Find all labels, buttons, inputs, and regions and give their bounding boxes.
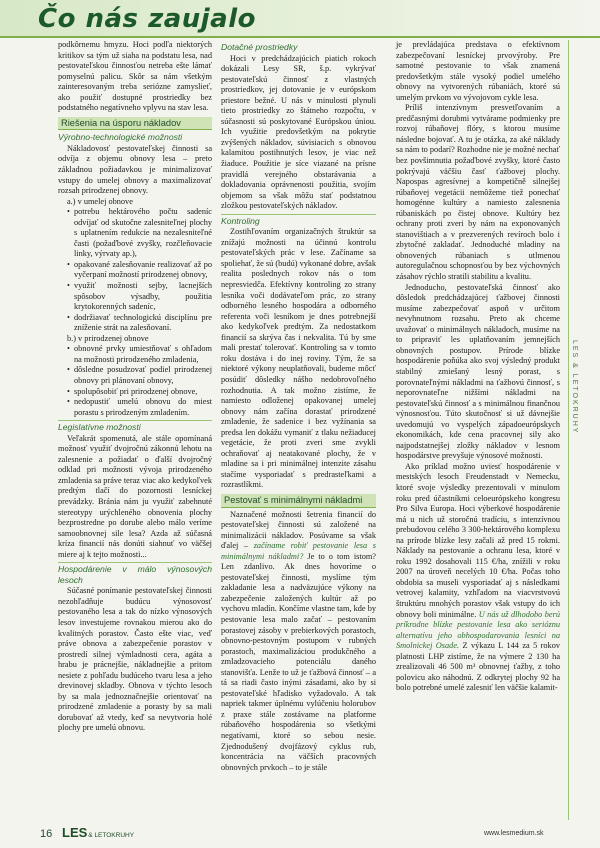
bullet-list [58, 344, 212, 418]
logo-subtext: & LETOKRUHY [88, 832, 135, 839]
list-item: • potrebu hektárového počtu sadeníc odvíjať od skutočne zalesniteľnej plochy s uplatnením redukcie na nezalesniteľné časti (požaďbové zvyšky, rozčleňovacie linky, výrvaty ap.), [67, 207, 212, 260]
list-heading: b.) v prirodzenej obnove [67, 333, 149, 343]
paragraph [221, 510, 376, 774]
section-title: Čo nás zaujalo [38, 4, 256, 34]
section-heading: Riešenia na úsporu nákladov [58, 117, 212, 131]
list-item: • opakované zalesňovanie realizovať až po vyčerpaní možností prirodzenej obnovy, [67, 260, 212, 281]
list-item: • dodržiavať technologickú disciplínu pre zníženie strát na zalesňovaní. [67, 313, 212, 334]
subsection-heading: Kontroling [221, 214, 376, 227]
column-2 [221, 40, 376, 773]
paragraph: je prevládajúca predstava o efektívnom zabezpečovaní lesníckej prvovýroby. Pre samotné pestovanie to však znamená predovšetkým stále vysoký podiel umelého obnovy na vytvorených rúbaniách, ktoré sú umelým prvkom vo vývojovom cykle lesa. [396, 40, 560, 102]
column-1 [58, 40, 212, 734]
list-item: • spolupôsobiť pri prirodzenej obnove, [67, 387, 212, 398]
list-item: • obnovné prvky umiestňovať s ohľadom na možnosti prirodzeného zmladenia, [67, 344, 212, 365]
bullet-list [58, 207, 212, 334]
paragraph: Nákladovosť pestovateľskej činnosti sa odvíja z objemu obnovy lesa – preto základnou požiadavkou je minimalizovať vstupy do umelej obnovy a maximalizovať rozsah prirodzenej obnovy. [58, 143, 212, 196]
paragraph [396, 462, 560, 694]
paragraph: podkôrnemu hmyzu. Hoci podľa niektorých kritikov sa tým už siaha na podstatu lesa, nad pestovateľskou činnosťou netreba ešte lámať pomyselnú palicu. Skôr sa nám všetkým zainteresovaným treba seriózne zamyslieť, ako použiť dostupné prostriedky bez podstatného negatívneho vplyvu na stav lesa. [58, 40, 212, 113]
website-link[interactable]: www.lesmedium.sk [484, 830, 544, 837]
paragraph: Hoci v predchádzajúcich piatich rokoch dokázali Lesy SR, š.p. vykrývať pestovateľskú činnosť z vlastných prostriedkov, jej dotovanie je v európskom priestore bežné. U nás v minulosti plynuli tieto prostriedky zo štátneho rozpočtu, v súčasnosti sú poskytované Európskou úniou. Ich využitie predovšetkým na pokrytie zvýšených nákladov, súvisiacich s obnovou kalamitou postihnutých lesov, je viac než žiaduce. Použitie je síce viazané na prísne pravidlá verejného obstarávania a dokladovania oprávnenosti použitia, svojím objemom sa však môžu stať podstatnou zložkou pestovateľských nákladov. [221, 53, 376, 211]
page-header [0, 0, 600, 38]
paragraph: Jednoducho, pestovateľská činnosť ako dôsledok predchádzajúcej ťažbovej činnosti musíme zabezpečovať aspoň v určitom nevyhnutnom rozsahu. Preto ak chceme uvažovať o minimálnych nákladoch, musíme na to pripraviť les uplatňovaním jemnejších obnovných postupov. Prírode blízke hospodárenie poňúka ako svoj výsledný produkt stabilný zmiešaný lesný porast, s porovnateľnými nákladmi na ťažbovú činnosť, s neporovnateľne nižšími nákladmi na pestovateľskú činnosť a s minimálnou finančnou výnosnosťou. Túto skutočnosť si už dávnejšie uvedomujú vo vyspelých západoeurópskych ekonomikách, kde cena pracovnej sily ako najpodstatnejšej zložky nákladov v lesnom hospodárstve prevyšuje výnosové možnosti. [396, 282, 560, 461]
emphasis-text: začíname robiť pestovanie lesa s minimálnymi nákladmi? [221, 541, 377, 561]
subsection-heading: Dotačné prostriedky [221, 42, 298, 52]
list-item: • využiť možnosti sejby, lacnejších spôsobov výsadby, použitia krytokorenných sadeníc, [67, 281, 212, 313]
column-3 [396, 40, 560, 694]
paragraph: Veľakrát spomenutá, ale stále opomínaná možnosť využiť dvojročnú zákonnú lehotu na zalesnenie a požiadať o ďalší dvojročný odklad pri možnosti vývoja prirodzeného zmladenia sa práve teraz viac ako kedykoľvek predtým tlačí do pozornosti lesníckej prevádzky. Bránia nám ju využiť zabehnuté stereotypy urýchleného obnovenia plochy bezprostredne po dorube alebo málo veríme samoobnovnej sile lesa? Azda až súčasná kríza financií nás donúti siahnuť vo väčšej miere aj k tejto možnosti... [58, 433, 212, 559]
text-run: Naznačené možnosti šetrenia financií do pestovateľskej činnosti sú založené na minimalizácii nákladov. Posúvame sa však ďalej – [221, 509, 376, 551]
subsection-heading: Výrobno-technologické možnosti [58, 132, 183, 143]
list-item: • nedopustiť umelú obnovu do miest porastu s prirodzeným zmladením. [67, 397, 212, 418]
magazine-logo [62, 825, 134, 840]
page-number: 16 [40, 828, 53, 840]
text-run: Z výkazu L 144 za 5 rokov platnosti LHP zistíme, že na výmere 2 130 ha zrealizovali 46 500 m³ obnovnej ťažby, z toho polovicu ako náhodnú. Z odkrytej plochy 92 ha bolo potrebné umelé zalesniť len väčšie kalamit- [396, 641, 560, 693]
text-run: Je to o tom istom? Len zdanlivo. Ak dnes hovoríme o pestovateľskej činnosti, myslíme tým zakladanie lesa a nadväzujúce výkony na zabezpečenie založených kultúr až po vychovu mladín. Končíme vlastne tam, kde by pestovanie lesa malo začať – pestovaním porastovej zásoby v prebierkových porastoch, obnovno-pestovným postupom v rubných porastoch, maximalizáciou produkčného a zmladzovacieho potenciálu daného stanovišťa. Lenže to už je ťažbová činnosť – a tá sa riadi často inými zásadami, ako by si pestovateľské hľadisko vyžadovalo. A tak napriek takmer úplnému vylúčeniu holorubov z praxe stále zostávame na platforme rúbaňového hospodárenia so všetkými negatívami, ktoré so sebou nesie. Zjednodušený dvojfázový cyklus rub, koncentrácia na väčších pracovných obnovných prvkoch – to je stále [221, 551, 376, 772]
text-run: Ako príklad možno uviesť hospodárenie v mestských lesoch Freudenstadt v Nemecku, ktoré svoje výsledky prezentovali v minulom roku pred účastníkmi celoeurópskeho kongresu Pro Silva Europa. Hoci výberkové hospodárenie má u nich už storočnú tradíciu, s intenzívnou prebudovou celého 3 300-hektárového komplexu na prírode blízke lesy začali až pred 15 rokmi. Náklady na pestovanie a ochranu lesa, ktoré v roku 1992 dosahovali 115 €/ha, znížili v roku 2007 na úroveň necelých 10 €/ha. Počas toho obdobia sa museli vysporiadať aj s následkami vetrovej kalamity, vzhľadom na viacvrstvovú štruktúru mnohých porastov však vstupy do ich obnovy boli minimálne. [396, 461, 560, 619]
side-bar [568, 40, 583, 820]
subsection-heading: Legislatívne možnosti [58, 420, 212, 433]
paragraph: Súčasné ponímanie pestovateľskej činnosti nezohľadňuje budúcu výnosovosť pestovaného lesa a tak do nízko výnosových lesov investujeme rovnakou mierou ako do kvalitných porastov. Často ešte viac, veď práve obnova a zabezpečenie porastov v prostredí silnej výmladnosti cera, agáta a hrabu je prácnejšie, nákladnejšie a pritom nesiete z pohľadu budúceho tvaru lesa a jeho drevinovej skladby. Obnova v týchto lesoch by sa mala jednoznačnejšie orientovať na prirodzené zmladenie a porasty by sa mali dorubovať až vtedy, keď sa nevytvoria holé plochy pre umelú obnovu. [58, 586, 212, 733]
section-heading: Pestovať s minimálnymi nákladmi [221, 494, 376, 508]
subsection-heading: Hospodárenie v málo výnosových lesoch [58, 564, 212, 585]
side-bar-text: LES & LETOKRUHY [571, 340, 578, 435]
paragraph: Príliš intenzívnym presvetľovaním a predčasnými dorubmi vytvárame podmienky pre rozvoj rúbaňovej flóry, s ktorou musíme následne bojovať. A tu je otázka, za aké náklady sa nám to podarí? Rozhodne nie je možné nechať bez povšimnutia požaďbové zvyšky, ktoré často pokrývajú väčšiu časť ťažbovej plochy. Napospas agresívnej a kompetičně silnejšej rúbaňovej vegetácii nemôžeme tiež ponechať homogénne kultúry a namiesto zalesnenia rúbaniskách po čistej obnove. Kultúry bez ochrany proti zveri by nám na exponovaných stanovištiach a v prezverených revíroch bolo i zbytočné zakladať. Jednoduché mladiny na obnovených rúbaniach s utlmenou autoregulačnou schopnosťou by bez výchovných zásahov rýchlo stratili stabilitu a kvalitu. [396, 103, 560, 282]
list-item: • dôsledne posudzovať podiel prirodzenej obnovy pri plánovaní obnovy, [67, 365, 212, 386]
page-footer [0, 826, 600, 848]
paragraph: Zostihľovaním organizačných štruktúr sa znížajú možnosti na účinnú kontrolu pestovateľských prác v lese. Začíname sa spoliehať, že sú (budú) vykonané dobre, avšak realita poslednych rokov nás o tom nepresviedča. Efektívny kontroling zo strany lesníka voči dodávateľom prác, zo strany odborného lesného hospodára a odborného referenta voči lesníkom je dnes potrebnejší ako kedykoľvek predtým. Za nedostatkom financií sa skrýva čas i nekvalita. Tú by sme mali prestať tolerovať. Kontroling sa v tomto roku dostáva i do inej roviny. Tým, že sa niektoré výkony neuplatňovali, budeme môcť posúdiť dôsledky nášho nedobrovoľného rozhodnutia. A tak možno zistíme, že namiesto odloženej opakovanej umelej obnovy nám začína dorastať prirodzené zmladenie, že sadenice i bez vyžínania sa predsa len dokážu vymaniť z tlaku nežiaducej vegetácie, že proti zveri sme zvykli ochraňovať aj neatakované plochy, že v mladine sa i pri minimálnej intenzite zásahu stačíme vysporiadať s predrasteľkami a rozrastlíkmi. [221, 227, 376, 490]
list-heading: a.) v umelej obnove [67, 196, 133, 206]
emphasis-text: U nás už dlhodobo berú príkrodne blízke pestovanie lesa ako serióznu alternatívu jeho obhospodarovania lesníci na Smolnickej Osade. [396, 609, 560, 651]
logo-text: LES [62, 825, 88, 840]
